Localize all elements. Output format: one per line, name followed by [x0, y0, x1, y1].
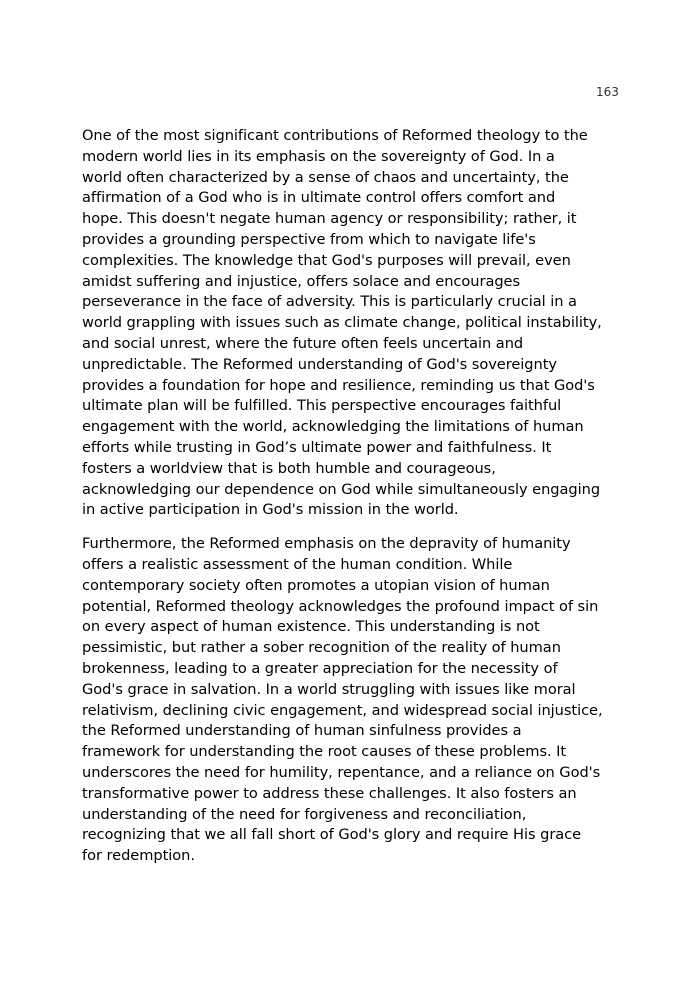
text-line: in active participation in God's mission in the world. — [82, 501, 459, 519]
text-line: contemporary society often promotes a utopian vision of human — [82, 576, 550, 594]
text-line: hope. This doesn't negate human agency or responsibility; rather, it — [82, 210, 577, 228]
text-line: acknowledging our dependence on God while simultaneously engaging — [82, 480, 601, 498]
text-line: transformative power to address these challenges. It also fosters an — [82, 784, 577, 802]
text-line: understanding of the need for forgiveness and reconciliation, — [82, 805, 527, 823]
text-line: world grappling with issues such as climate change, political instability, — [82, 314, 602, 332]
paragraph-depravity — [82, 534, 626, 867]
text-line: brokenness, leading to a greater appreciation for the necessity of — [82, 659, 558, 677]
text-line: engagement with the world, acknowledging the limitations of human — [82, 418, 584, 436]
text-line: offers a realistic assessment of the human condition. While — [82, 555, 513, 573]
text-line: amidst suffering and injustice, offers solace and encourages — [82, 272, 521, 290]
text-line: provides a grounding perspective from which to navigate life's — [82, 230, 536, 248]
text-line: perseverance in the face of adversity. This is particularly crucial in a — [82, 293, 577, 311]
paragraph-sovereignty — [82, 126, 626, 521]
text-line: recognizing that we all fall short of God's glory and require His grace — [82, 826, 582, 844]
text-line: relativism, declining civic engagement, and widespread social injustice, — [82, 701, 603, 719]
text-line: affirmation of a God who is in ultimate control offers comfort and — [82, 189, 556, 207]
text-line: and social unrest, where the future often feels uncertain and — [82, 334, 524, 352]
text-line: efforts while trusting in God’s ultimate power and faithfulness. It — [82, 438, 552, 456]
text-line: complexities. The knowledge that God's purposes will prevail, even — [82, 251, 571, 269]
text-line: unpredictable. The Reformed understanding of God's sovereignty — [82, 355, 557, 373]
text-line: framework for understanding the root causes of these problems. It — [82, 743, 567, 761]
text-line: modern world lies in its emphasis on the sovereignty of God. In a — [82, 147, 555, 165]
text-line: potential, Reformed theology acknowledges the profound impact of sin — [82, 597, 599, 615]
text-line: One of the most significant contributions of Reformed theology to the — [82, 127, 588, 144]
text-line: on every aspect of human existence. This understanding is not — [82, 618, 540, 636]
text-line: provides a foundation for hope and resilience, reminding us that God's — [82, 376, 595, 394]
text-line: pessimistic, but rather a sober recognition of the reality of human — [82, 639, 561, 657]
text-line: for redemption. — [82, 847, 195, 865]
page-number: 163 — [596, 85, 619, 99]
text-line: fosters a worldview that is both humble and courageous, — [82, 459, 496, 477]
text-line: Furthermore, the Reformed emphasis on the depravity of humanity — [82, 535, 571, 553]
text-line: underscores the need for humility, repentance, and a reliance on God's — [82, 763, 601, 781]
paragraph-spacer — [82, 521, 626, 534]
text-line: God's grace in salvation. In a world struggling with issues like moral — [82, 680, 576, 698]
text-line: world often characterized by a sense of chaos and uncertainty, the — [82, 168, 569, 186]
page-body — [82, 126, 626, 867]
text-line: ultimate plan will be fulfilled. This perspective encourages faithful — [82, 397, 562, 415]
text-line: the Reformed understanding of human sinfulness provides a — [82, 722, 522, 740]
